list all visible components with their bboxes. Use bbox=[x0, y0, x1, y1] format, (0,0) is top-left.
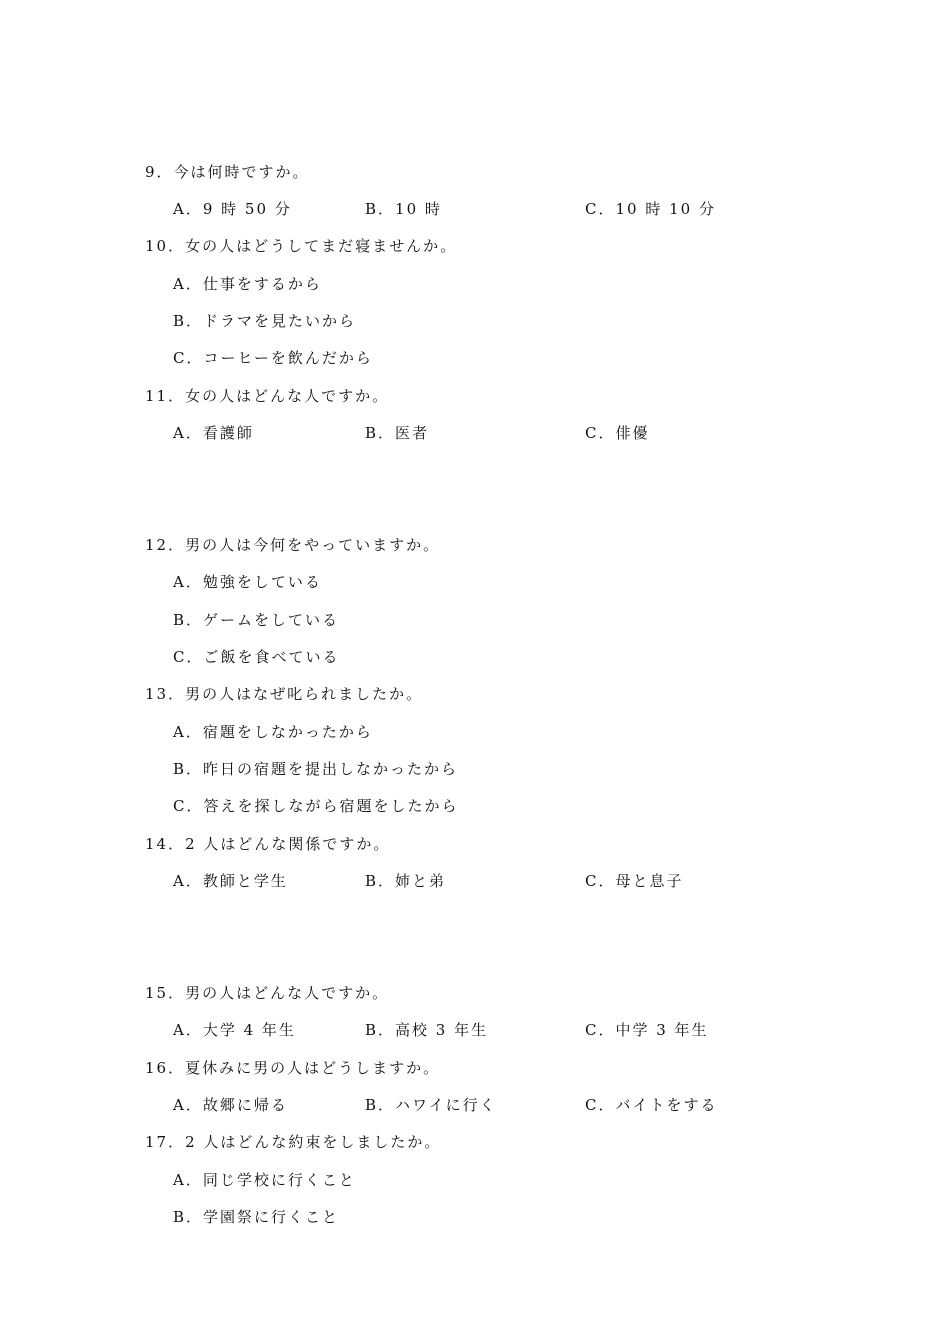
options-row-11 bbox=[0, 421, 950, 445]
question-16 bbox=[0, 1056, 950, 1080]
option-c: C．俳優 bbox=[585, 424, 650, 442]
option-a: A．看護師 bbox=[173, 424, 254, 442]
question-9 bbox=[0, 160, 950, 184]
option-a: A．仕事をするから bbox=[173, 275, 322, 293]
question-17 bbox=[0, 1130, 950, 1154]
option-a: A．教師と学生 bbox=[173, 872, 288, 890]
option-b: B．昨日の宿題を提出しなかったから bbox=[173, 760, 459, 778]
option-10-b bbox=[0, 309, 950, 333]
option-12-c bbox=[0, 645, 950, 669]
question-text: 17．2 人はどんな約束をしましたか。 bbox=[145, 1133, 442, 1151]
option-13-a bbox=[0, 720, 950, 744]
question-12 bbox=[0, 533, 950, 557]
option-13-b bbox=[0, 757, 950, 781]
option-13-c bbox=[0, 794, 950, 818]
option-c: C．答えを探しながら宿題をしたから bbox=[173, 797, 459, 815]
option-10-c bbox=[0, 346, 950, 370]
option-a: A．故郷に帰る bbox=[173, 1096, 288, 1114]
option-a: A．宿題をしなかったから bbox=[173, 723, 373, 741]
option-17-b bbox=[0, 1205, 950, 1229]
option-b: B．学園祭に行くこと bbox=[173, 1208, 340, 1226]
option-c: C．ご飯を食べている bbox=[173, 648, 340, 666]
question-text: 16．夏休みに男の人はどうしますか。 bbox=[145, 1059, 441, 1077]
question-14 bbox=[0, 832, 950, 856]
option-b: B．ハワイに行く bbox=[365, 1096, 497, 1114]
option-b: B．姉と弟 bbox=[365, 872, 447, 890]
option-c: C．中学 3 年生 bbox=[585, 1021, 709, 1039]
option-c: C．母と息子 bbox=[585, 872, 684, 890]
question-13 bbox=[0, 682, 950, 706]
options-row-9 bbox=[0, 197, 950, 221]
option-a: A．勉強をしている bbox=[173, 573, 322, 591]
question-text: 15．男の人はどんな人ですか。 bbox=[145, 984, 390, 1002]
option-b: B．ドラマを見たいから bbox=[173, 312, 357, 330]
question-text: 11．女の人はどんな人ですか。 bbox=[145, 387, 390, 405]
option-10-a bbox=[0, 272, 950, 296]
option-c: C．10 時 10 分 bbox=[585, 200, 716, 218]
option-b: B．ゲームをしている bbox=[173, 611, 340, 629]
option-12-b bbox=[0, 608, 950, 632]
question-text: 12．男の人は今何をやっていますか。 bbox=[145, 536, 441, 554]
option-17-a bbox=[0, 1168, 950, 1192]
question-text: 9．今は何時ですか。 bbox=[145, 163, 310, 181]
option-a: A．同じ学校に行くこと bbox=[173, 1171, 356, 1189]
option-b: B．高校 3 年生 bbox=[365, 1021, 489, 1039]
question-11 bbox=[0, 384, 950, 408]
option-a: A．9 時 50 分 bbox=[173, 200, 292, 218]
option-a: A．大学 4 年生 bbox=[173, 1021, 296, 1039]
option-b: B．10 時 bbox=[365, 200, 442, 218]
option-c: C．コーヒーを飲んだから bbox=[173, 349, 373, 367]
option-b: B．医者 bbox=[365, 424, 430, 442]
question-text: 13．男の人はなぜ叱られましたか。 bbox=[145, 685, 424, 703]
options-row-14 bbox=[0, 869, 950, 893]
question-text: 14．2 人はどんな関係ですか。 bbox=[145, 835, 391, 853]
question-text: 10．女の人はどうしてまだ寝ませんか。 bbox=[145, 237, 458, 255]
option-12-a bbox=[0, 570, 950, 594]
option-c: C．バイトをする bbox=[585, 1096, 718, 1114]
question-15 bbox=[0, 981, 950, 1005]
options-row-16 bbox=[0, 1093, 950, 1117]
question-10 bbox=[0, 234, 950, 258]
options-row-15 bbox=[0, 1018, 950, 1042]
